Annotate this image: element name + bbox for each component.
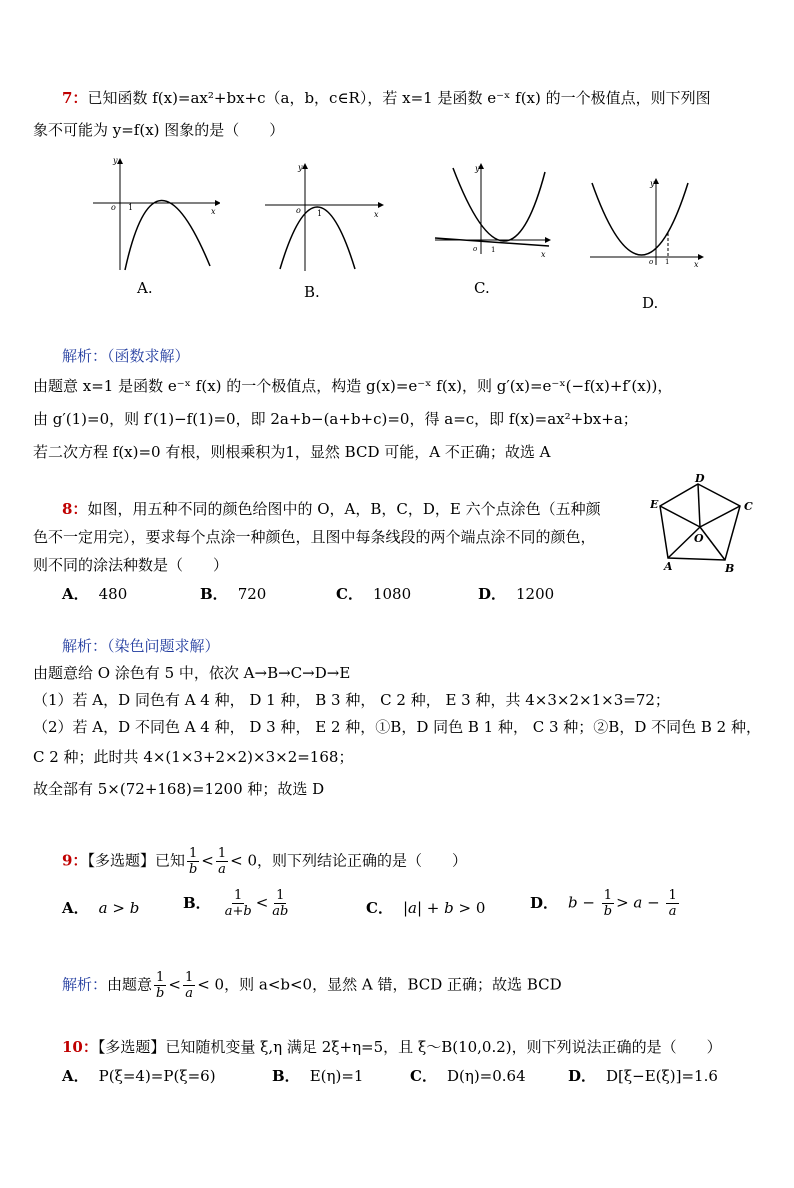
one-label: 1 [317, 209, 323, 218]
caption-c: C. [474, 279, 490, 297]
q10-option-c: C． D(η)=0.64 [410, 1067, 526, 1085]
q9-option-b: B． $\frac{1}{a+b}$ < $\frac{1}{ab}$ [183, 888, 289, 919]
parabola-d [592, 183, 688, 255]
q8-stem-line3: 则不同的涂法种数是（ ） [33, 556, 229, 574]
q10-stem-text: 【多选题】已知随机变量 ξ,η 满足 2ξ+η=5，且 ξ～B(10,0.2)，则下列说法正确的是（ ） [97, 1038, 722, 1056]
y-label: y [113, 158, 118, 165]
x-label: x [211, 207, 216, 216]
q9-number: 9： [62, 851, 88, 870]
origin-label: o [296, 206, 301, 215]
q9-tag: 【多选题】已知 [87, 851, 185, 870]
q10-number: 10： [62, 1038, 98, 1056]
q8-option-b: B． 720 [200, 585, 267, 603]
vertex-b-label: B [725, 562, 735, 572]
caption-d: D. [642, 294, 659, 312]
q8-stem-text: 如图，用五种不同的颜色给图中的 O，A，B，C，D，E 六个点涂色（五种颜 [87, 500, 601, 518]
y-label: y [298, 163, 303, 172]
q8-option-a: A． 480 [62, 585, 128, 603]
vertex-d-label: D [695, 472, 705, 485]
q7-number: 7： [62, 89, 88, 107]
y-label: y [475, 164, 480, 173]
tangent-line [435, 238, 549, 246]
q8-solution-line5: 故全部有 5×(72+168)=1200 种；故选 D [33, 780, 325, 798]
q9-stem: 9：【多选题】已知 $\frac{1}{b}$ < $\frac{1}{a}$ < 0，则下列结论正确的是（ ） [62, 846, 468, 877]
q7-solution-line3: 若二次方程 f(x)=0 有根，则根乘积为1，显然 BCD 可能，A 不正确；故选 A [33, 443, 551, 461]
q7-solution-line1: 由题意 x=1 是函数 e⁻ˣ f(x) 的一个极值点，构造 g(x)=e⁻ˣ f(x)，则 g′(x)=e⁻ˣ(−f(x)+f′(x))， [33, 377, 673, 395]
q10-option-b: B． E(η)=1 [272, 1067, 364, 1085]
q8-stem-line2: 色不一定用完），要求每个点涂一种颜色，且图中每条线段的两个端点涂不同的颜色， [33, 528, 596, 546]
q8-solution-heading: 解析：（染色问题求解） [62, 637, 220, 655]
q8-option-d: D． 1200 [478, 585, 555, 603]
q7-stem-line1 [62, 88, 711, 108]
one-label: 1 [665, 258, 670, 266]
q8-number: 8： [62, 500, 88, 518]
q9-option-c: C． |a| + b > 0 [366, 899, 486, 917]
vertex-o-label: O [694, 532, 704, 545]
vertex-e-label: E [650, 498, 659, 511]
q10-stem [62, 1037, 722, 1057]
parabola-c [453, 168, 545, 241]
q7-stem-text: 已知函数 f(x)=ax²+bx+c（a，b，c∈R），若 x=1 是函数 e⁻ˣ f(x) 的一个极值点，则下列图 [87, 89, 711, 107]
q9-option-a: A． a > b [62, 899, 140, 917]
graph-d [588, 177, 708, 267]
parabola-a [125, 200, 210, 270]
graph-b [260, 163, 385, 273]
x-label: x [541, 250, 546, 259]
q8-solution-line4: C 2 种；此时共 4×(1×3+2×2)×3×2=168； [33, 748, 354, 766]
x-label: x [374, 210, 379, 219]
q8-stem-line1 [62, 499, 601, 519]
q7-stem-line2: 象不可能为 y=f(x) 图象的是（ ） [33, 121, 285, 139]
caption-a: A. [137, 279, 153, 297]
one-label: 1 [491, 246, 496, 254]
q9-solution: 解析：由题意 $\frac{1}{b}$ < $\frac{1}{a}$ < 0，则 a<b<0，显然 A 错，BCD 正确；故选 BCD [62, 970, 562, 1001]
q9-solution-heading: 解析： [62, 975, 108, 994]
q8-option-c: C． 1080 [336, 585, 412, 603]
q8-solution-line1: 由题意给 O 涂色有 5 中，依次 A→B→C→D→E [33, 664, 351, 682]
origin-label: o [111, 203, 116, 212]
y-label: y [650, 179, 655, 188]
vertex-a-label: A [664, 560, 673, 572]
q9-option-d: D． b − $\frac{1}{b}$ > a − $\frac{1}{a}$ [530, 888, 677, 919]
origin-label: o [649, 258, 654, 266]
q9-stem-tail: ，则下列结论正确的是（ ） [257, 851, 468, 870]
pentagon-figure [650, 472, 760, 572]
q7-solution-line2: 由 g′(1)=0，则 f′(1)−f(1)=0，即 2a+b−(a+b+c)=0，得 a=c，即 f(x)=ax²+bx+a； [33, 410, 638, 428]
q10-option-a: A． P(ξ=4)=P(ξ=6) [62, 1067, 216, 1085]
q8-solution-line3: （2）若 A，D 不同色 A 4 种， D 3 种， E 2 种，①B，D 同色 B 1 种， C 3 种；②B，D 不同色 B 2 种， [33, 718, 761, 736]
origin-label: o [473, 245, 478, 253]
graph-a [85, 158, 220, 273]
one-label: 1 [128, 203, 134, 212]
graph-c [433, 162, 553, 260]
q8-solution-line2: （1）若 A，D 同色有 A 4 种， D 1 种， B 3 种， C 2 种， E 3 种，共 4×3×2×1×3=72； [33, 691, 670, 709]
q10-option-d: D． D[ξ−E(ξ)]=1.6 [568, 1067, 718, 1085]
x-label: x [694, 260, 699, 267]
vertex-c-label: C [744, 500, 753, 513]
q7-solution-heading: 解析：（函数求解） [62, 347, 190, 365]
caption-b: B. [304, 283, 320, 301]
